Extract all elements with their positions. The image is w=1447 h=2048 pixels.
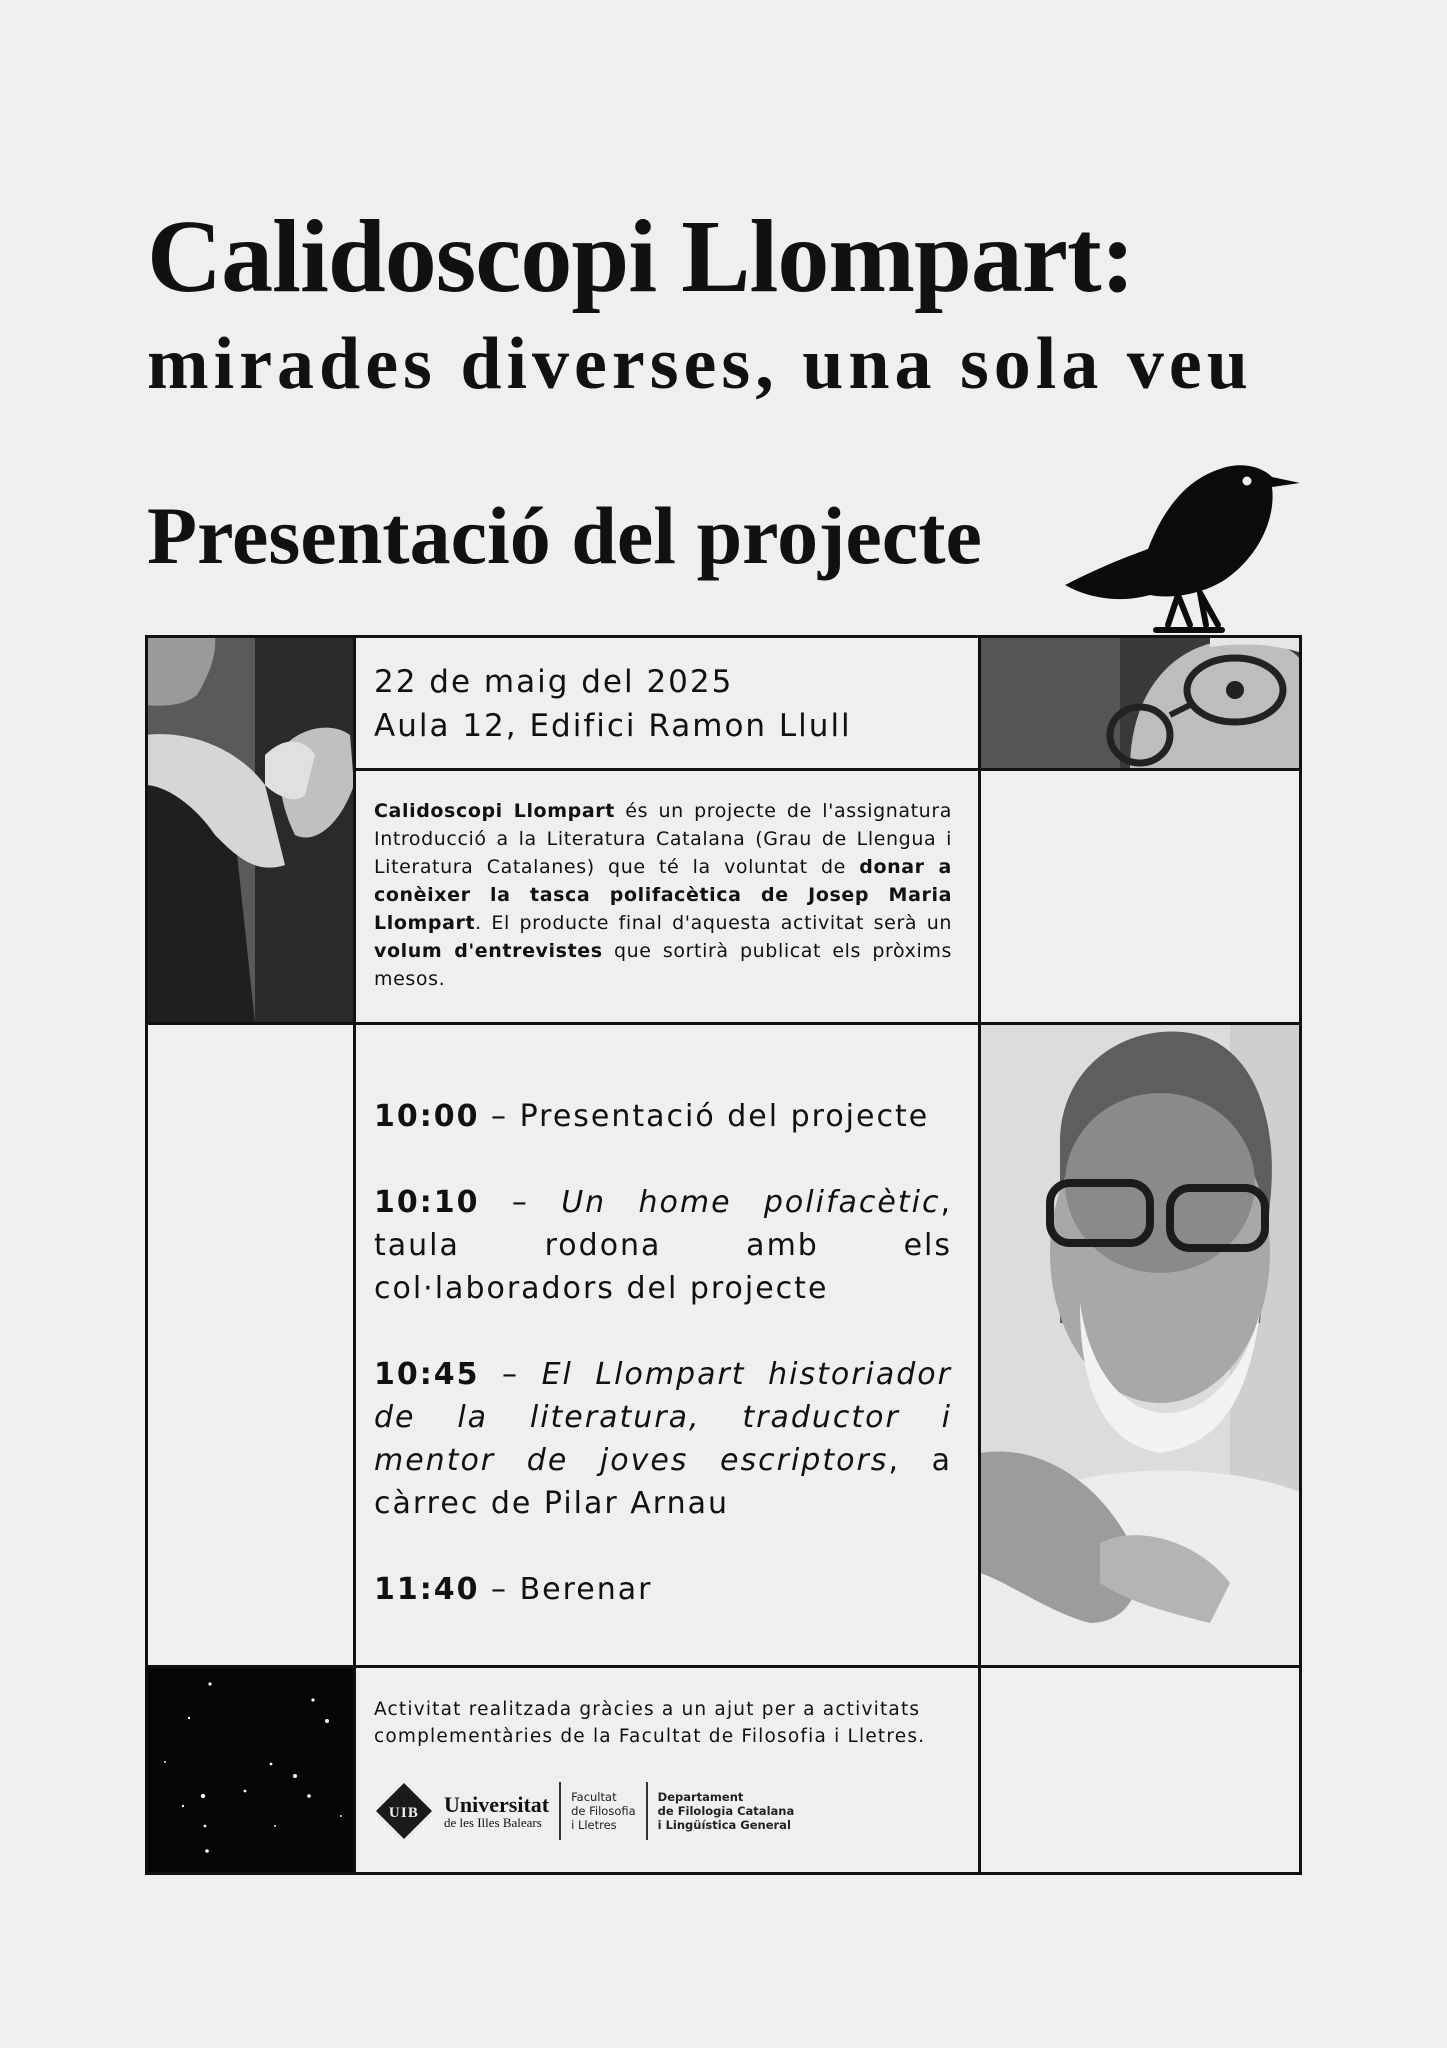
photo-stars: [145, 1666, 354, 1875]
schedule-time: 11:40: [374, 1572, 480, 1607]
grid-line: [1299, 635, 1302, 1875]
grid-line: [145, 635, 148, 1875]
logo-divider: [646, 1782, 648, 1840]
schedule-text: , a càrrec de Pilar Arnau: [374, 1443, 952, 1521]
faculty-line: Facultat: [571, 1790, 617, 1804]
description-text: és un projecte de l'assignatura Introducció a la Literatura Catalana (Grau de Llengua i Literatura Catalanes) que té la voluntat de: [374, 800, 952, 878]
event-place: Aula 12, Edifici Ramon Llull: [374, 708, 852, 744]
university-name: Universitat: [444, 1791, 550, 1817]
schedule-text: Presentació del projecte: [519, 1099, 930, 1134]
schedule-item: [374, 1181, 952, 1310]
description-text: que sortirà publicat els pròxims mesos.: [374, 940, 953, 990]
schedule-title: El Llompart historiador de la literatura, traductor i mentor de joves escriptors: [374, 1357, 952, 1478]
photo-hands: [145, 635, 354, 1023]
schedule-separator: –: [479, 1572, 520, 1607]
event-date: 22 de maig del 2025: [374, 664, 734, 700]
project-description: [356, 771, 978, 1022]
acknowledgement-text: Activitat realitzada gràcies a un ajut per a activitats complementàries de la Facultat de Filosofia i Lletres.: [374, 1699, 926, 1747]
bird-icon: [1060, 455, 1305, 635]
event-info: [356, 638, 978, 768]
footer-acknowledgement: [356, 1668, 978, 1872]
schedule-time: 10:10: [374, 1185, 480, 1220]
department-line: i Lingüística General: [657, 1818, 791, 1832]
faculty-line: de Filosofia: [571, 1804, 636, 1818]
uib-seal-icon: [374, 1781, 434, 1841]
photo-glasses: [980, 635, 1302, 769]
description-bold: Calidoscopi Llompart: [374, 800, 615, 822]
department-line: de Filologia Catalana: [657, 1804, 795, 1818]
schedule-text: , taula rodona amb els col·laboradors del projecte: [374, 1185, 952, 1306]
schedule-time: 10:00: [374, 1099, 480, 1134]
logo-divider: [559, 1782, 561, 1840]
schedule-text: Berenar: [519, 1572, 653, 1607]
description-bold: donar a conèixer la tasca polifacètica de Josep Maria Llompart: [374, 856, 952, 934]
faculty-logo: [571, 1790, 636, 1832]
schedule-item: [374, 1095, 952, 1138]
schedule-title: Un home polifacètic: [561, 1185, 941, 1220]
department-logo: [658, 1790, 795, 1832]
schedule-separator: –: [479, 1185, 562, 1220]
schedule-item: [374, 1353, 952, 1525]
schedule-item: [374, 1568, 952, 1611]
schedule-separator: –: [479, 1099, 520, 1134]
program-grid: [145, 635, 1302, 1875]
university-logo: [444, 1793, 549, 1830]
uib-logo-text: UIB: [388, 1805, 420, 1821]
poster-subtitle: mirades diverses, una sola veu: [147, 323, 1253, 405]
university-subname: de les Illes Balears: [444, 1814, 542, 1830]
schedule: [356, 1025, 978, 1665]
schedule-time: 10:45: [374, 1357, 480, 1392]
department-line: Departament: [657, 1790, 744, 1804]
photo-portrait: [980, 1023, 1302, 1666]
section-heading: Presentació del projecte: [147, 490, 982, 581]
logos: [374, 1776, 794, 1846]
description-bold: volum d'entrevistes: [374, 940, 603, 962]
grid-line: [978, 635, 981, 1875]
schedule-separator: –: [479, 1357, 542, 1392]
faculty-line: i Lletres: [571, 1818, 617, 1832]
description-text: . El producte final d'aquesta activitat serà un: [475, 912, 952, 934]
grid-line: [145, 1872, 1302, 1875]
poster-title: Calidoscopi Llompart:: [147, 199, 1135, 314]
